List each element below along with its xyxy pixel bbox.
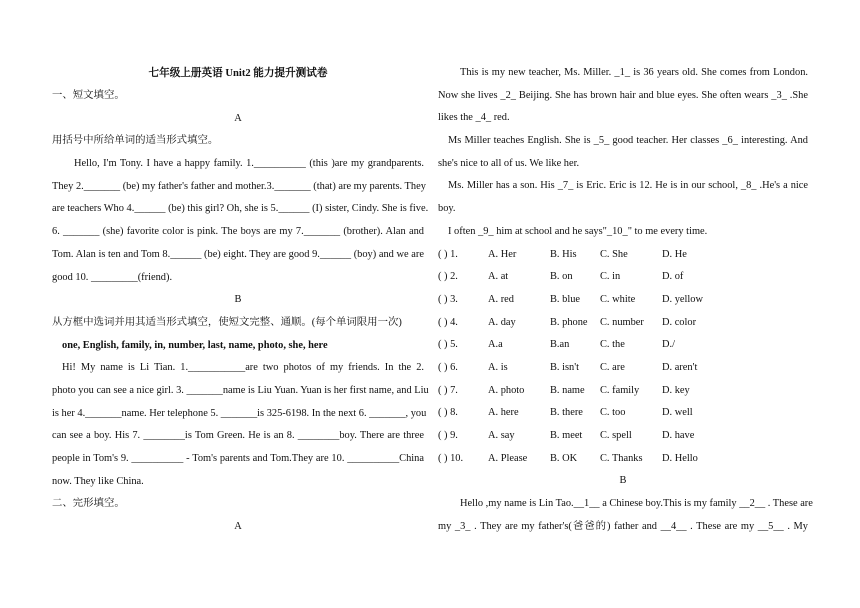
question-number: ( ) 9.: [438, 430, 458, 441]
option-c: C. too: [600, 407, 626, 419]
option-a: A. red: [488, 293, 514, 305]
question-number: ( ) 6.: [438, 361, 458, 373]
option-d: D. aren't: [662, 361, 698, 373]
cloze-line: she's nice to all of us. We like her.: [438, 157, 580, 169]
option-c: C. Thanks: [600, 452, 643, 464]
question-number: ( ) 3.: [438, 293, 458, 305]
option-b: B. isn't: [550, 361, 580, 373]
section-heading-2: 二、完形填空。: [52, 498, 125, 510]
cloze-line: Now she lives _2_ Beijing. She has brown hair and blue eyes. She often wears _3_ .She: [438, 89, 808, 101]
cloze-b-line: my _3_ . They are my father's(爸爸的) father and __4__ . These are my __5__ . My: [438, 520, 808, 532]
part-b-line: people in Tom's 9. __________ - Tom's parents and Tom.They are 10. __________China: [52, 453, 424, 464]
question-number: ( ) 8.: [438, 407, 458, 419]
part-a-line: Tom. Alan is ten and Tom 8.______ (be) eight. They are good 9.______ (boy) and we are: [52, 248, 424, 260]
option-d: D. well: [662, 407, 693, 419]
option-d: D. Hello: [662, 452, 698, 464]
option-a: A. photo: [488, 384, 525, 396]
option-c: C. the: [600, 339, 625, 351]
part-b-line: can see a boy. His 7. ________is Tom Green. He is an 8. ________boy. There are three: [52, 430, 424, 442]
option-a: A. day: [488, 316, 516, 328]
question-number: ( ) 10.: [438, 452, 464, 464]
option-b: B. His: [550, 248, 577, 260]
section-heading-1: 一、短文填空。: [52, 90, 125, 101]
option-a: A. Her: [488, 248, 517, 260]
page-title: 七年级上册英语 Unit2 能力提升测试卷: [148, 68, 328, 79]
option-d: D. yellow: [662, 293, 703, 305]
right-column: [438, 62, 813, 538]
option-c: C. in: [600, 271, 621, 283]
option-row: [438, 289, 808, 312]
option-a: A. is: [488, 361, 508, 373]
option-row: [438, 425, 808, 448]
part-b-line: Hi! My name is Li Tian. 1.___________are two photos of my friends. In the 2.: [62, 362, 424, 374]
part-a-label: A: [234, 112, 242, 124]
part-b-label: B: [234, 294, 242, 306]
part-a-line: are teachers Who 4.______ (be) this girl? Oh, she is 5.______ (I) sister, Cindy. She is five.: [52, 203, 429, 215]
option-b: B. name: [550, 384, 585, 396]
question-number: ( ) 4.: [438, 316, 458, 328]
section-2-label: A: [234, 521, 242, 533]
option-c: C. white: [600, 293, 636, 305]
cloze-b-line: Hello ,my name is Lin Tao.__1__ a Chinese boy.This is my family __2__ . These are: [460, 498, 813, 510]
option-a: A.a: [488, 339, 503, 351]
option-c: C. She: [600, 248, 628, 260]
option-row: [438, 448, 808, 471]
option-row: [438, 266, 808, 289]
part-a-line: Hello, I'm Tony. I have a happy family. 1.__________ (this )are my grandparents.: [74, 158, 424, 170]
option-b: B.an: [550, 339, 570, 351]
option-row: [438, 244, 808, 267]
option-a: A. Please: [488, 452, 528, 464]
option-a: A. at: [488, 271, 509, 283]
part-a-line: They 2._______ (be) my father's father and mother.3._______ (that) are my parents. They: [52, 180, 426, 192]
option-b: B. phone: [550, 316, 588, 328]
option-b: B. on: [550, 271, 573, 283]
option-b: B. OK: [550, 452, 578, 464]
option-a: A. here: [488, 407, 519, 419]
option-b: B. blue: [550, 293, 581, 305]
cloze-line: Ms. Miller has a son. His _7_ is Eric. Eric is 12. He is in our school, _8_ .He's a nice: [448, 180, 808, 192]
option-c: C. spell: [600, 430, 632, 441]
question-number: ( ) 2.: [438, 271, 458, 283]
cloze-line: boy.: [438, 203, 456, 215]
word-box: one, English, family, in, number, last, name, photo, she, here: [62, 339, 328, 351]
part-b-label-right: B: [619, 475, 627, 487]
question-number: ( ) 5.: [438, 339, 458, 351]
part-b-line: is her 4._______name. Her telephone 5. _______is 325-6198. In the next 6. _______, you: [52, 407, 427, 419]
option-a: A. say: [488, 430, 515, 441]
option-row: [438, 357, 808, 380]
cloze-line: likes the _4_ red.: [438, 112, 510, 124]
option-row: [438, 312, 808, 335]
option-c: C. number: [600, 316, 644, 328]
cloze-line: I often _9_ him at school and he says"_10_" to me every time.: [448, 225, 708, 237]
option-d: D. He: [662, 248, 687, 260]
part-a-instruction: 用括号中所给单词的适当形式填空。: [52, 135, 219, 147]
option-d: D. of: [662, 271, 684, 283]
question-number: ( ) 1.: [438, 248, 458, 260]
part-b-line: now. They like China.: [52, 475, 144, 487]
option-b: B. there: [550, 407, 583, 419]
option-c: C. are: [600, 361, 625, 373]
option-d: D. have: [662, 430, 695, 441]
option-row: [438, 334, 808, 357]
option-d: D./: [662, 339, 675, 351]
option-row: [438, 380, 808, 403]
option-b: B. meet: [550, 430, 583, 441]
part-b-line: photo you can see a nice girl. 3. _______name is Liu Yuan. Yuan is her first name, and Liu: [52, 384, 429, 396]
option-row: [438, 402, 808, 425]
left-column: [52, 62, 429, 539]
option-c: C. family: [600, 384, 640, 396]
question-number: ( ) 7.: [438, 384, 458, 396]
option-d: D. key: [662, 384, 690, 396]
cloze-line: This is my new teacher, Ms. Miller. _1_ is 36 years old. She comes from London.: [460, 67, 808, 78]
option-d: D. color: [662, 316, 697, 328]
cloze-line: Ms Miller teaches English. She is _5_ good teacher. Her classes _6_ interesting. And: [448, 135, 808, 147]
part-a-line: 6. _______ (she) favorite color is pink. The boys are my 7._______ (brother). Alan and: [52, 226, 424, 238]
part-a-line: good 10. _________(friend).: [52, 271, 173, 283]
part-b-instruction: 从方框中选词并用其适当形式填空，使短文完整、通顺。(每个单词限用一次): [52, 316, 402, 328]
